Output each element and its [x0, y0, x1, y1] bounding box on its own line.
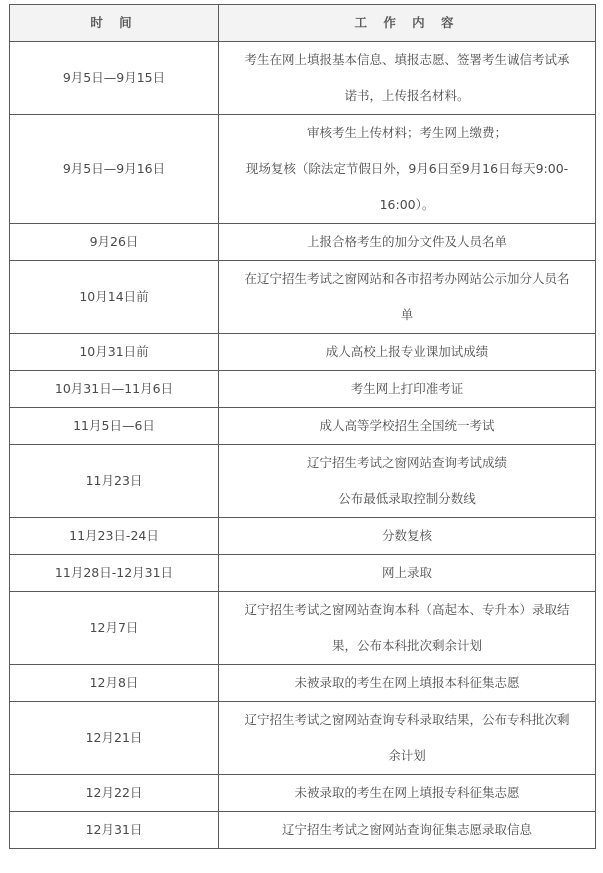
work-line: 公布最低录取控制分数线 [338, 491, 476, 506]
work-line: 未被录取的考生在网上填报本科征集志愿 [294, 675, 520, 690]
work-cell [219, 812, 596, 849]
work-cell [219, 555, 596, 592]
work-line: 考生网上打印准考证 [350, 381, 464, 396]
table-row [10, 775, 596, 812]
table-row [10, 518, 596, 555]
work-line: 上报合格考生的加分文件及人员名单 [306, 234, 507, 249]
table-row [10, 555, 596, 592]
time-cell: 12月31日 [10, 812, 219, 849]
work-line: 辽宁招生考试之窗网站查询考试成绩 [306, 455, 507, 470]
work-line: 辽宁招生考试之窗网站查询征集志愿录取信息 [281, 822, 532, 837]
work-cell [219, 42, 596, 115]
table-row [10, 665, 596, 702]
table-row [10, 408, 596, 445]
time-cell: 10月31日—11月6日 [10, 371, 219, 408]
work-line: 果，公布本科批次剩余计划 [331, 638, 482, 653]
work-cell [219, 518, 596, 555]
work-line: 现场复核（除法定节假日外，9月6日至9月16日每天9:00- [245, 161, 569, 176]
table-row [10, 702, 596, 775]
work-cell [219, 224, 596, 261]
time-cell: 10月14日前 [10, 261, 219, 334]
table-row [10, 445, 596, 518]
work-line: 余计划 [388, 748, 426, 763]
table-row [10, 42, 596, 115]
table-row [10, 115, 596, 224]
table-row [10, 224, 596, 261]
time-cell: 9月5日—9月16日 [10, 115, 219, 224]
time-cell: 11月23日-24日 [10, 518, 219, 555]
time-cell: 9月26日 [10, 224, 219, 261]
time-cell: 12月21日 [10, 702, 219, 775]
time-cell: 11月23日 [10, 445, 219, 518]
work-line: 分数复核 [381, 528, 432, 543]
work-cell [219, 115, 596, 224]
work-line: 网上录取 [381, 565, 432, 580]
work-cell [219, 445, 596, 518]
work-cell [219, 261, 596, 334]
time-cell: 12月8日 [10, 665, 219, 702]
table-row [10, 261, 596, 334]
work-line: 16:00）。 [379, 197, 435, 212]
table-row [10, 812, 596, 849]
time-cell: 10月31日前 [10, 334, 219, 371]
work-line: 辽宁招生考试之窗网站查询本科（高起本、专升本）录取结 [244, 602, 570, 617]
header-row [10, 5, 596, 42]
work-line: 单 [400, 307, 414, 322]
work-cell [219, 408, 596, 445]
time-cell: 12月22日 [10, 775, 219, 812]
work-cell [219, 592, 596, 665]
time-cell: 11月5日—6日 [10, 408, 219, 445]
work-cell [219, 702, 596, 775]
work-cell [219, 371, 596, 408]
work-cell [219, 334, 596, 371]
time-cell: 9月5日—9月15日 [10, 42, 219, 115]
header-work: 工 作 内 容 [219, 5, 596, 42]
table-row [10, 334, 596, 371]
schedule-table [9, 4, 596, 849]
work-line: 考生在网上填报基本信息、填报志愿、签署考生诚信考试承 [244, 52, 570, 67]
work-line: 成人高等学校招生全国统一考试 [319, 418, 495, 433]
time-cell: 12月7日 [10, 592, 219, 665]
table-row [10, 371, 596, 408]
time-cell: 11月28日-12月31日 [10, 555, 219, 592]
work-line: 辽宁招生考试之窗网站查询专科录取结果，公布专科批次剩 [244, 712, 570, 727]
work-cell [219, 775, 596, 812]
work-line: 未被录取的考生在网上填报专科征集志愿 [294, 785, 520, 800]
header-time: 时 间 [10, 5, 219, 42]
work-line: 成人高校上报专业课加试成绩 [325, 344, 489, 359]
table-row [10, 592, 596, 665]
work-line: 在辽宁招生考试之窗网站和各市招考办网站公示加分人员名 [244, 271, 570, 286]
work-line: 诺书，上传报名材料。 [344, 88, 470, 103]
work-cell [219, 665, 596, 702]
work-line: 审核考生上传材料；考生网上缴费； [306, 125, 507, 140]
schedule-body [10, 42, 596, 849]
